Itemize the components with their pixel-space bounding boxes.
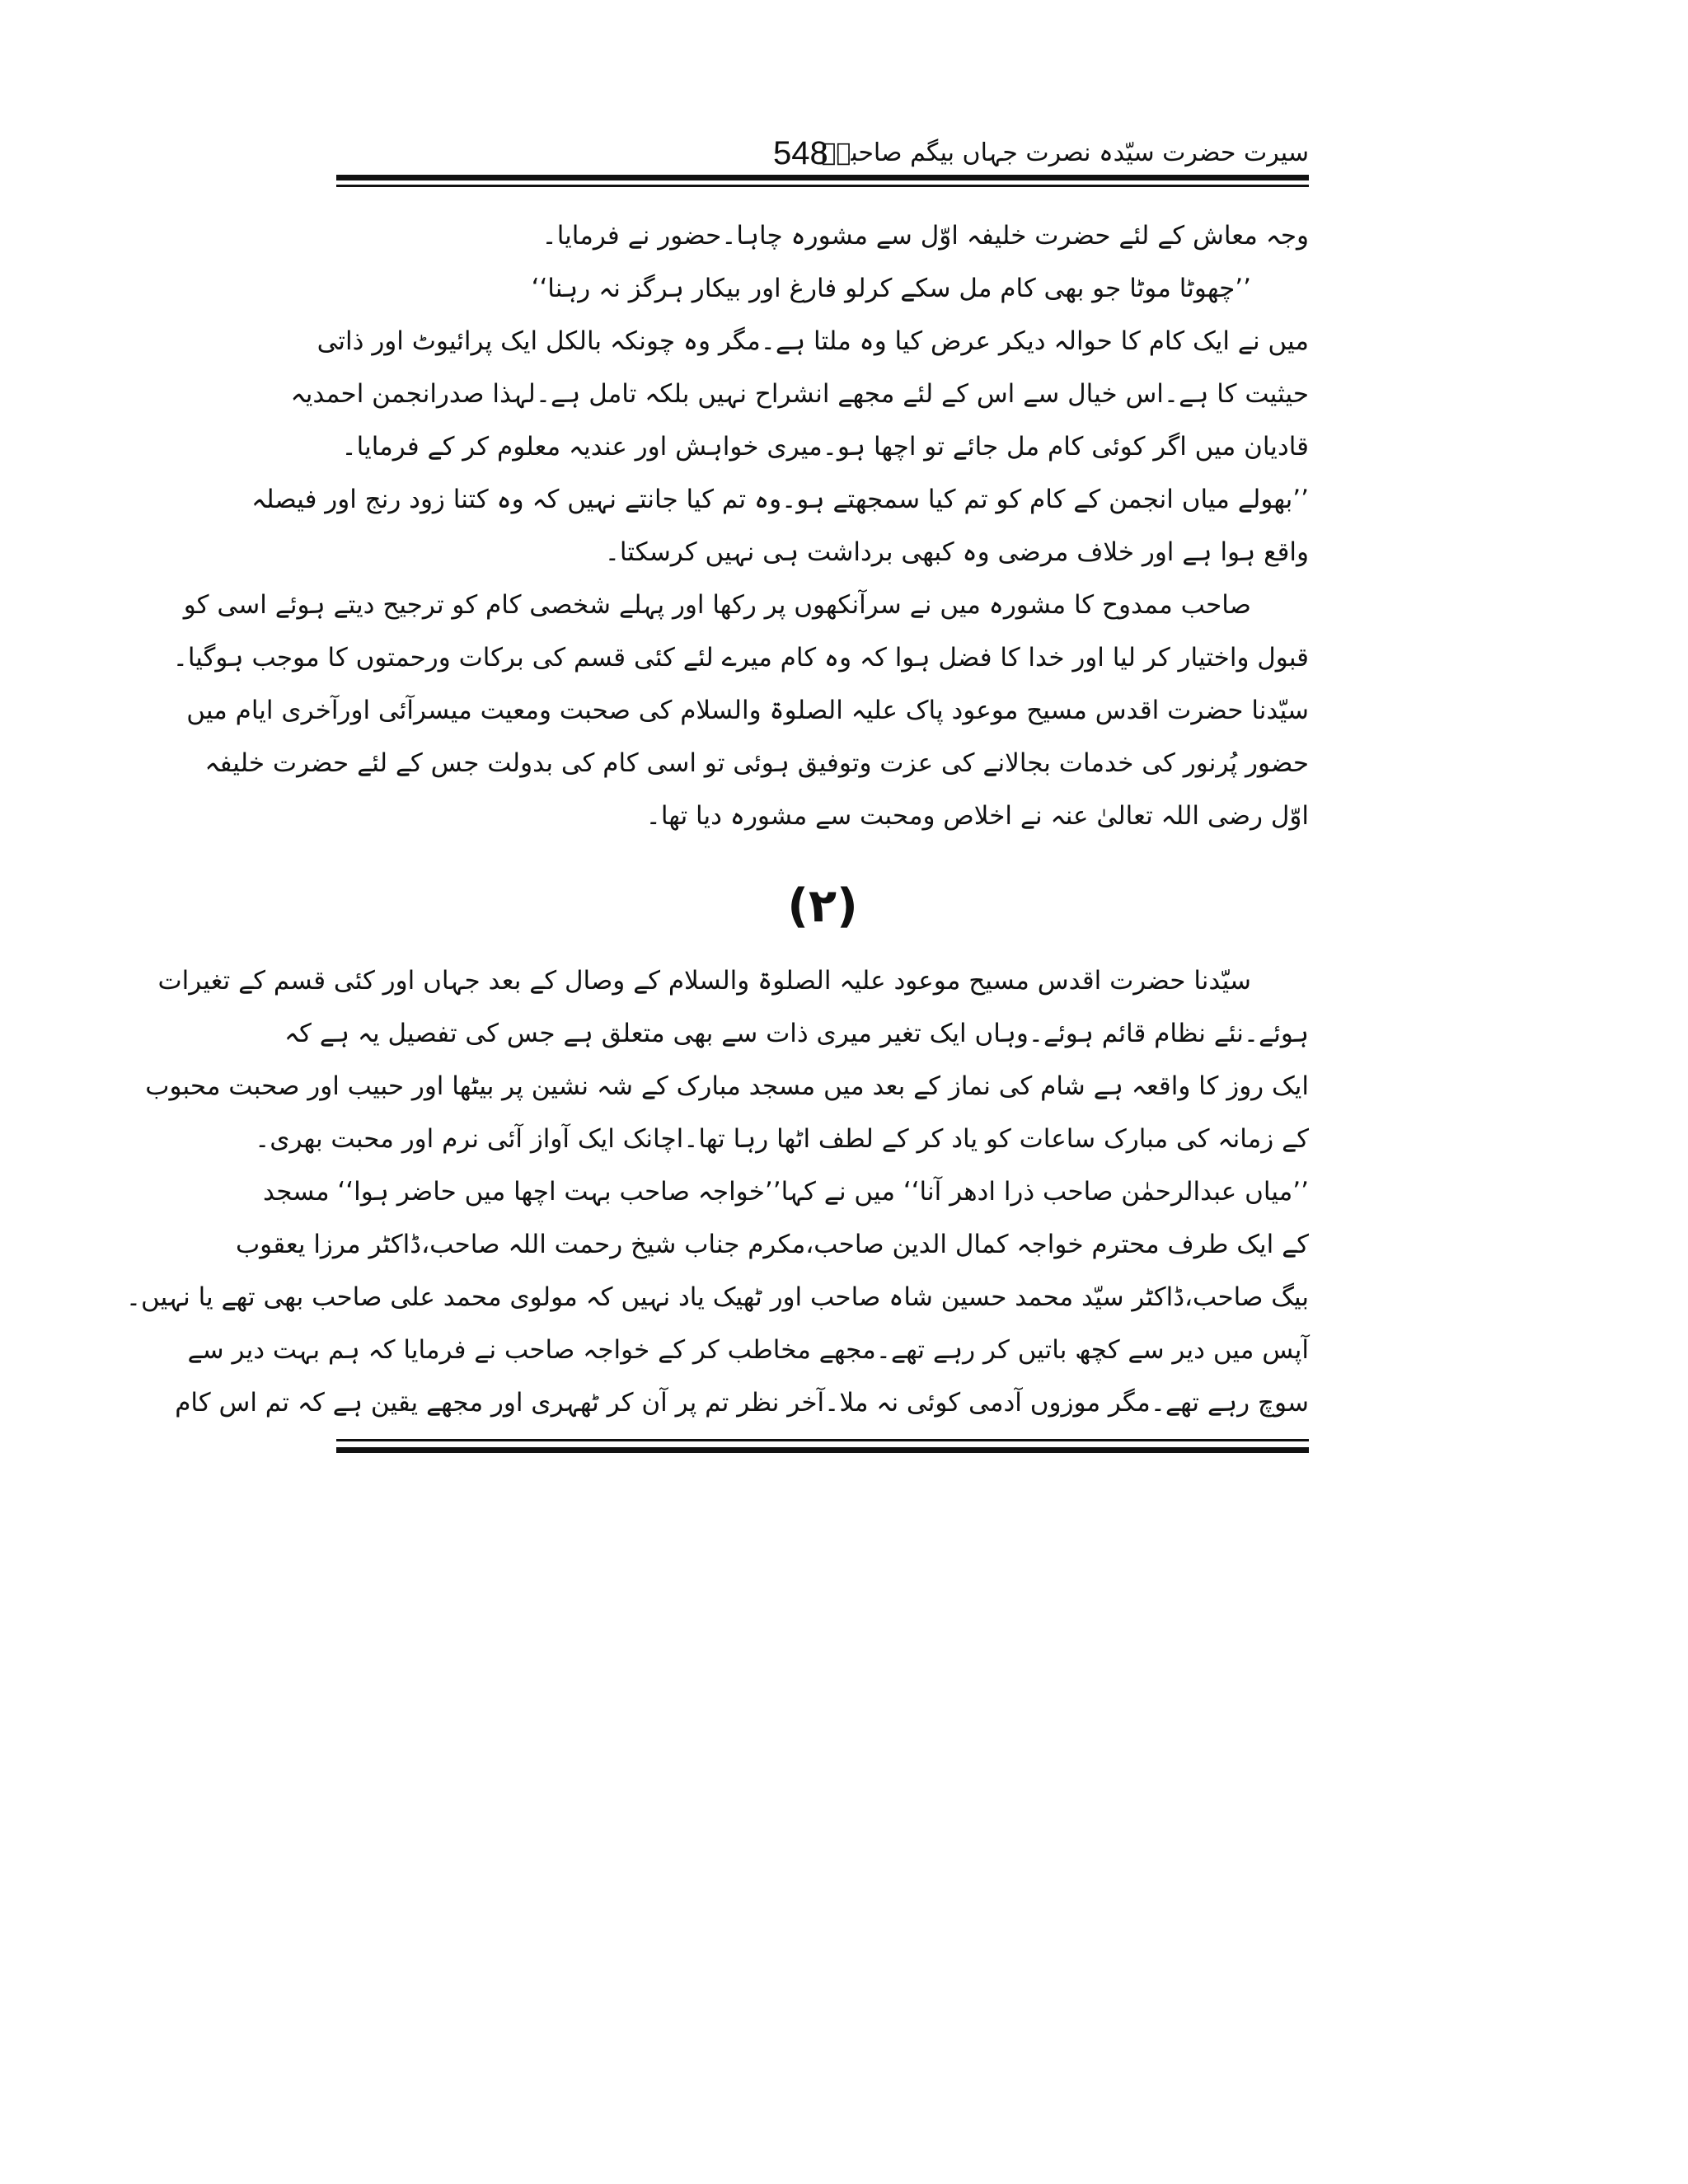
text-line: سیّدنا حضرت اقدس مسیح موعود علیہ الصلوۃ والسلام کے وصال کے بعد جہاں اور کئی قسم کے تغیرات: [157, 966, 1251, 996]
text-line: آپس میں دیر سے کچھ باتیں کر رہے تھے۔مجھے مخاطب کر کے خواجہ صاحب نے فرمایا کہ ہم بہت دیر سے: [187, 1335, 1309, 1365]
footer-rule-thick: [336, 1447, 1309, 1453]
text-line: میں نے ایک کام کا حوالہ دیکر عرض کیا وہ ملتا ہے۔مگر وہ چونکہ بالکل ایک پرائیوٹ اور ذاتی: [316, 326, 1309, 356]
paragraph-block-1: [172, 209, 1309, 842]
text-line: صاحب ممدوح کا مشورہ میں نے سرآنکھوں پر رکھا اور پہلے شخصی کام کو ترجیح دیتے ہوئے اسی کو: [183, 590, 1251, 620]
running-title: سیرت حضرت سیّدہ نصرت جہاں بیگم صاحبہؓ: [821, 138, 1309, 167]
text-line: قبول واختیار کر لیا اور خدا کا فضل ہوا کہ وہ کام میرے لئے کئی قسم کی برکات ورحمتوں کا موجب ہوگیا۔: [172, 643, 1309, 673]
text-line: ’’بھولے میاں انجمن کے کام کو تم کیا سمجھتے ہو۔وہ تم کیا جانتے نہیں کہ وہ کتنا زود رنج اور فیصلہ: [251, 485, 1309, 514]
text-line: ایک روز کا واقعہ ہے شام کی نماز کے بعد میں مسجد مبارک کے شہ نشین پر بیٹھا اور حبیب اور صحبت محبوب: [145, 1071, 1309, 1101]
text-line: ’’میاں عبدالرحمٰن صاحب ذرا ادھر آنا‘‘ میں نے کہا’’خواجہ صاحب بہت اچھا میں حاضر ہوا‘‘ مسجد: [263, 1177, 1309, 1207]
section-number: (۲): [787, 879, 858, 933]
text-line: سوچ رہے تھے۔مگر موزوں آدمی کوئی نہ ملا۔آخر نظر تم پر آن کر ٹھہری اور مجھے یقین ہے کہ تم اس کام: [175, 1388, 1309, 1418]
text-line: سیّدنا حضرت اقدس مسیح موعود پاک علیہ الصلوۃ والسلام کی صحبت ومعیت میسرآئی اورآخری ایام میں: [186, 696, 1309, 725]
footer-rule-thin: [336, 1439, 1309, 1441]
text-line: وجہ معاش کے لئے حضرت خلیفہ اوّل سے مشورہ چاہا۔حضور نے فرمایا۔: [542, 221, 1309, 251]
header-rule-thick: [336, 175, 1309, 180]
text-line: قادیان میں اگر کوئی کام مل جائے تو اچھا ہو۔میری خواہش اور عندیہ معلوم کر کے فرمایا۔: [341, 432, 1309, 462]
text-line: حیثیت کا ہے۔اس خیال سے اس کے لئے مجھے انشراح نہیں بلکہ تامل ہے۔لہذا صدرانجمن احمدیہ: [290, 379, 1309, 409]
text-line: بیگ صاحب،ڈاکٹر سیّد محمد حسین شاہ صاحب اور ٹھیک یاد نہیں کہ مولوی محمد علی صاحب بھی تھے یا نہیں۔: [125, 1282, 1309, 1312]
text-line: کے ایک طرف محترم خواجہ کمال الدین صاحب،مکرم جناب شیخ رحمت اللہ صاحب،ڈاکٹر مرزا یعقوب: [236, 1230, 1309, 1259]
text-line: کے زمانہ کی مبارک ساعات کو یاد کر کے لطف اٹھا رہا تھا۔اچانک ایک آواز آئی نرم اور محبت بھری۔: [255, 1124, 1309, 1154]
paragraph-block-2: [125, 954, 1309, 1429]
text-line: واقع ہوا ہے اور خلاف مرضی وہ کبھی برداشت ہی نہیں کرسکتا۔: [604, 537, 1309, 567]
page-header: [336, 132, 1309, 175]
text-line: ہوئے۔نئے نظام قائم ہوئے۔وہاں ایک تغیر میری ذات سے بھی متعلق ہے جس کی تفصیل یہ ہے کہ: [284, 1019, 1309, 1048]
header-rule-thin: [336, 185, 1309, 187]
text-line: ’’چھوٹا موٹا جو بھی کام مل سکے کرلو فارغ اور بیکار ہرگز نہ رہنا‘‘: [531, 274, 1251, 303]
text-line: اوّل رضی اللہ تعالیٰ عنہ نے اخلاص ومحبت سے مشورہ دیا تھا۔: [645, 801, 1309, 831]
text-line: حضور پُرنور کی خدمات بجالانے کی عزت وتوفیق ہوئی تو اسی کام کی بدولت جس کے لئے حضرت خلیفہ: [204, 748, 1309, 778]
page-number: 548: [773, 135, 828, 171]
